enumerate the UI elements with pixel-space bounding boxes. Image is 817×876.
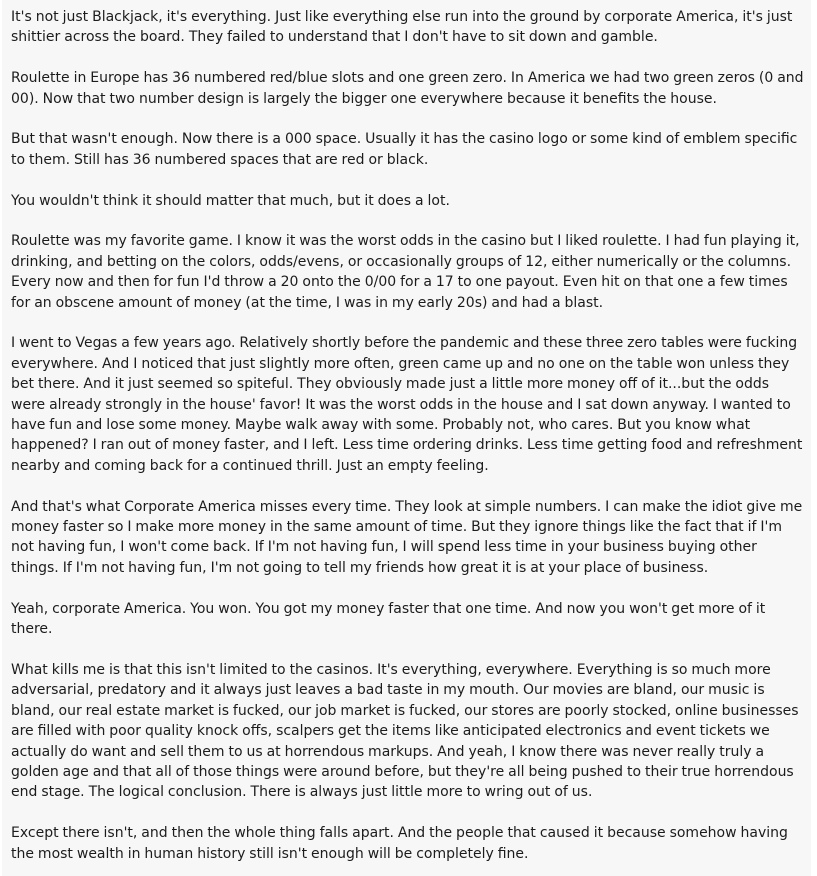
paragraph-10: Except there isn't, and then the whole thing falls apart. And the people that caused it because somehow having the most wealth in human history still isn't enough will be completely fine. xyxy=(11,825,788,862)
paragraph-4: You wouldn't think it should matter that much, but it does a lot. xyxy=(11,192,450,209)
paragraph-1: It's not just Blackjack, it's everything. Just like everything else run into the ground by corporate America, it's just shittier across the board. They failed to understand that I don't have to sit down and gamble. xyxy=(11,9,793,46)
paragraph-6: I went to Vegas a few years ago. Relatively shortly before the pandemic and these three zero tables were fucking everywhere. And I noticed that just slightly more often, green came up and no one on the table won unless they bet there. And it just seemed so spiteful. They obviously made just a little more money off of it...but the odds were already strongly in the house' favor! It was the worst odds in the house and I sat down anyway. I wanted to have fun and lose some money. Maybe walk away with some. Probably not, who cares. But you know what happened? I ran out of money faster, and I left. Less time ordering drinks. Less time getting food and refreshment nearby and coming back for a continued thrill. Just an empty feeling. xyxy=(11,335,803,474)
comment-body xyxy=(2,0,811,876)
paragraph-3: But that wasn't enough. Now there is a 000 space. Usually it has the casino logo or some kind of emblem specific to them. Still has 36 numbered spaces that are red or black. xyxy=(11,131,798,168)
paragraph-7: And that's what Corporate America misses every time. They look at simple numbers. I can make the idiot give me money faster so I make more money in the same amount of time. But they ignore things like the fact that if I'm not having fun, I won't come back. If I'm not having fun, I will spend less time in your business buying other things. If I'm not having fun, I'm not going to tell my friends how great it is at your place of business. xyxy=(11,498,803,576)
paragraph-9: What kills me is that this isn't limited to the casinos. It's everything, everywhere. Everything is so much more adversarial, predatory and it always just leaves a bad taste in my mouth. Our movies are bland, our music is bland, our real estate market is fucked, our job market is fucked, our stores are poorly stocked, online businesses are filled with poor quality knock offs, scalpers get the items like anticipated electronics and event tickets we actually do want and sell them to us at horrendous markups. And yeah, I know there was never really truly a golden age and that all of those things were around before, but they're all being pushed to their true horrendous end stage. The logical conclusion. There is always just little more to wring out of us. xyxy=(11,661,799,801)
paragraph-2: Roulette in Europe has 36 numbered red/blue slots and one green zero. In America we had two green zeros (0 and 00). Now that two number design is largely the bigger one everywhere because it benefits the house. xyxy=(11,70,804,107)
paragraph-8: Yeah, corporate America. You won. You got my money faster that one time. And now you won't get more of it there. xyxy=(11,600,766,638)
paragraph-5: Roulette was my favorite game. I know it was the worst odds in the casino but I liked roulette. I had fun playing it, drinking, and betting on the colors, odds/evens, or occasionally groups of 12, either numerically or the columns. Every now and then for fun I'd throw a 20 onto the 0/00 for a 17 to one payout. Even hit on that one a few times for an obscene amount of money (at the time, I was in my early 20s) and had a blast. xyxy=(11,233,800,311)
